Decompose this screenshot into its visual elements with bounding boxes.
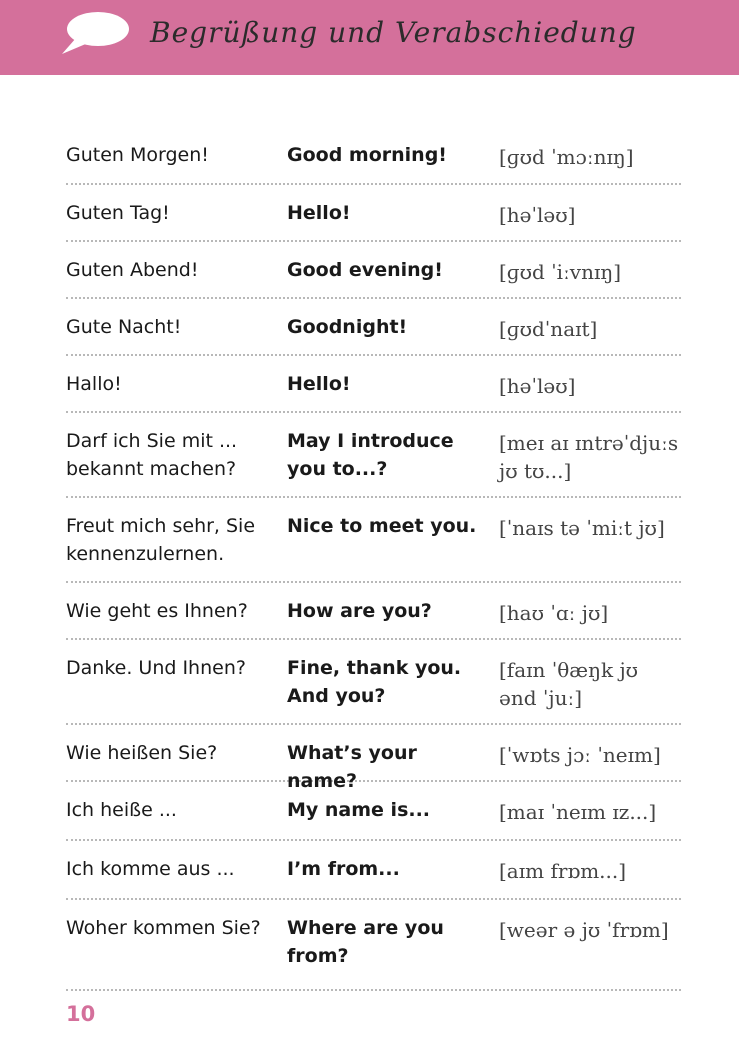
table-row xyxy=(66,841,681,900)
english-phrase: Good morning! xyxy=(287,144,447,166)
english-phrase: Where are you from? xyxy=(287,917,444,967)
pronunciation: [aɪm frɒm...] xyxy=(499,859,627,883)
table-row xyxy=(66,127,681,185)
german-phrase: Darf ich Sie mit ... bekannt machen? xyxy=(66,430,238,480)
german-phrase: Guten Abend! xyxy=(66,259,199,281)
phrase-table xyxy=(66,127,681,991)
pronunciation: [haʊ ˈɑː jʊ] xyxy=(499,601,609,625)
english-phrase: How are you? xyxy=(287,600,432,622)
page-number: 10 xyxy=(66,1002,96,1026)
german-phrase: Wie heißen Sie? xyxy=(66,742,218,764)
german-phrase: Hallo! xyxy=(66,373,122,395)
table-row xyxy=(66,725,681,792)
english-phrase: Hello! xyxy=(287,373,351,395)
pronunciation: [həˈləʊ] xyxy=(499,374,576,398)
pronunciation: [həˈləʊ] xyxy=(499,203,576,227)
german-phrase: Ich heiße ... xyxy=(66,799,177,821)
table-row xyxy=(66,640,681,725)
english-phrase: Hello! xyxy=(287,202,351,224)
pronunciation: [weər ə jʊ ˈfrɒm] xyxy=(499,918,669,942)
pronunciation: [ɡʊd ˈiːvnɪŋ] xyxy=(499,260,622,284)
table-row xyxy=(66,583,681,640)
pronunciation: [ˈwɒts jɔː ˈneɪm] xyxy=(499,743,661,767)
table-row xyxy=(66,498,681,583)
german-phrase: Guten Morgen! xyxy=(66,144,209,166)
english-phrase: What’s your name? xyxy=(287,742,417,792)
english-phrase: Good evening! xyxy=(287,259,443,281)
german-phrase: Danke. Und Ihnen? xyxy=(66,657,246,679)
pronunciation: [maɪ ˈneɪm ɪz...] xyxy=(499,800,657,824)
table-row xyxy=(66,185,681,242)
english-phrase: May I introduce you to...? xyxy=(287,430,454,480)
table-row xyxy=(66,413,681,498)
table-row xyxy=(66,242,681,299)
german-phrase: Gute Nacht! xyxy=(66,316,182,338)
pronunciation: [faɪn ˈθæŋk jʊ ənd ˈjuː] xyxy=(499,658,639,710)
german-phrase: Freut mich sehr, Sie kennenzulernen. xyxy=(66,515,256,565)
german-phrase: Woher kommen Sie? xyxy=(66,917,261,939)
german-phrase: Wie geht es Ihnen? xyxy=(66,600,248,622)
table-row xyxy=(66,299,681,356)
speech-bubble-icon xyxy=(58,10,130,56)
english-phrase: Goodnight! xyxy=(287,316,408,338)
pronunciation: [meɪ aɪ ɪntrəˈdjuːs jʊ tʊ...] xyxy=(499,431,679,483)
page-title: Begrüßung und Verabschiedung xyxy=(150,16,637,49)
pronunciation: [ɡʊdˈnaɪt] xyxy=(499,317,598,341)
german-phrase: Ich komme aus ... xyxy=(66,858,235,880)
pronunciation: [ˈnaɪs tə ˈmiːt jʊ] xyxy=(499,516,665,540)
pronunciation: [ɡʊd ˈmɔːnɪŋ] xyxy=(499,145,634,169)
table-row xyxy=(66,900,681,991)
english-phrase: I’m from... xyxy=(287,858,400,880)
english-phrase: My name is... xyxy=(287,799,431,821)
header-bar xyxy=(0,0,739,75)
english-phrase: Fine, thank you. And you? xyxy=(287,657,462,707)
table-row xyxy=(66,356,681,413)
table-row xyxy=(66,782,681,841)
german-phrase: Guten Tag! xyxy=(66,202,170,224)
english-phrase: Nice to meet you. xyxy=(287,515,477,537)
